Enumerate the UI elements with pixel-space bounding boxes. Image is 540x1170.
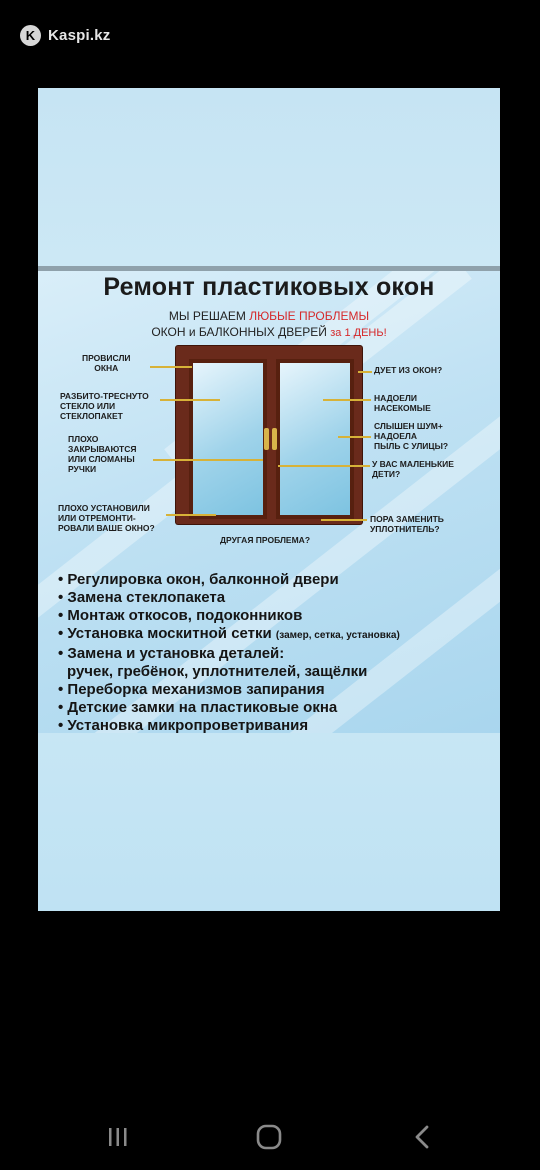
leader-line: [321, 519, 367, 521]
window-illustration: [176, 346, 362, 524]
status-bar: [0, 0, 540, 70]
back-icon: [412, 1124, 432, 1150]
home-icon: [256, 1124, 282, 1150]
kaspi-logo-icon: K: [20, 25, 41, 46]
ad-subtitle-line1: МЫ РЕШАЕМ ЛЮБЫЕ ПРОБЛЕМЫ: [168, 309, 370, 323]
service-item: ручек, гребёнок, уплотнителей, защёлки: [67, 663, 368, 680]
callout-sagging: ПРОВИСЛИ ОКНА: [82, 353, 131, 373]
service-item: • Регулировка окон, балконной двери: [58, 571, 339, 588]
service-item: • Замена и установка деталей:: [58, 645, 285, 662]
window-handle-icon: [272, 428, 277, 450]
ad-subtitle-line2: ОКОН и БАЛКОННЫХ ДВЕРЕЙ за 1 ДЕНЬ!: [151, 325, 387, 339]
leader-line: [160, 399, 220, 401]
callout-draft: ДУЕТ ИЗ ОКОН?: [374, 365, 443, 375]
leader-line: [153, 459, 263, 461]
leader-line: [358, 371, 372, 373]
service-item: • Переборка механизмов запирания: [58, 681, 325, 698]
callout-seals: ПОРА ЗАМЕНИТЬ УПЛОТНИТЕЛЬ?: [370, 514, 444, 534]
services-list: [58, 571, 498, 733]
callout-handles: ПЛОХО ЗАКРЫВАЮТСЯ ИЛИ СЛОМАНЫ РУЧКИ: [68, 434, 137, 474]
recent-apps-button[interactable]: [98, 1122, 138, 1152]
recent-apps-icon: [106, 1126, 130, 1148]
window-handle-icon: [264, 428, 269, 450]
leader-line: [166, 514, 216, 516]
leader-line: [323, 399, 371, 401]
callout-insects: НАДОЕЛИ НАСЕКОМЫЕ: [374, 393, 431, 413]
callout-bad-install: ПЛОХО УСТАНОВИЛИ ИЛИ ОТРЕМОНТИ- РОВАЛИ ВАШЕ ОКНО?: [58, 503, 155, 533]
leader-line: [150, 366, 192, 368]
callout-broken-glass: РАЗБИТО-ТРЕСНУТО СТЕКЛО ИЛИ СТЕКЛОПАКЕТ: [60, 391, 149, 421]
callout-other: ДРУГАЯ ПРОБЛЕМА?: [220, 535, 311, 545]
photo-bottom-area: [38, 733, 500, 911]
service-item: • Замена стеклопакета: [58, 589, 226, 606]
app-name: Kaspi.kz: [48, 27, 111, 44]
leader-line: [278, 465, 370, 467]
service-item: • Установка микропроветривания: [58, 717, 309, 733]
service-item: • Монтаж откосов, подоконников: [58, 607, 303, 624]
leader-line: [338, 436, 371, 438]
advertisement-image: [38, 88, 500, 911]
window-pane-right: [276, 359, 354, 519]
ad-poster: [38, 271, 500, 733]
service-item: • Установка москитной сетки (замер, сетка, установка): [58, 625, 400, 642]
service-note: (замер, сетка, установка): [275, 630, 400, 641]
callout-kids: У ВАС МАЛЕНЬКИЕ ДЕТИ?: [372, 459, 454, 479]
brand: [20, 25, 110, 46]
photo-top-area: [38, 88, 500, 266]
back-button[interactable]: [402, 1122, 442, 1152]
home-button[interactable]: [249, 1122, 289, 1152]
ad-title: Ремонт пластиковых окон: [103, 273, 435, 301]
window-pane-left: [189, 359, 267, 519]
callout-noise: СЛЫШЕН ШУМ+ НАДОЕЛА ПЫЛЬ С УЛИЦЫ?: [374, 421, 449, 451]
service-item: • Детские замки на пластиковые окна: [58, 699, 338, 716]
navigation-bar: [0, 1100, 540, 1170]
